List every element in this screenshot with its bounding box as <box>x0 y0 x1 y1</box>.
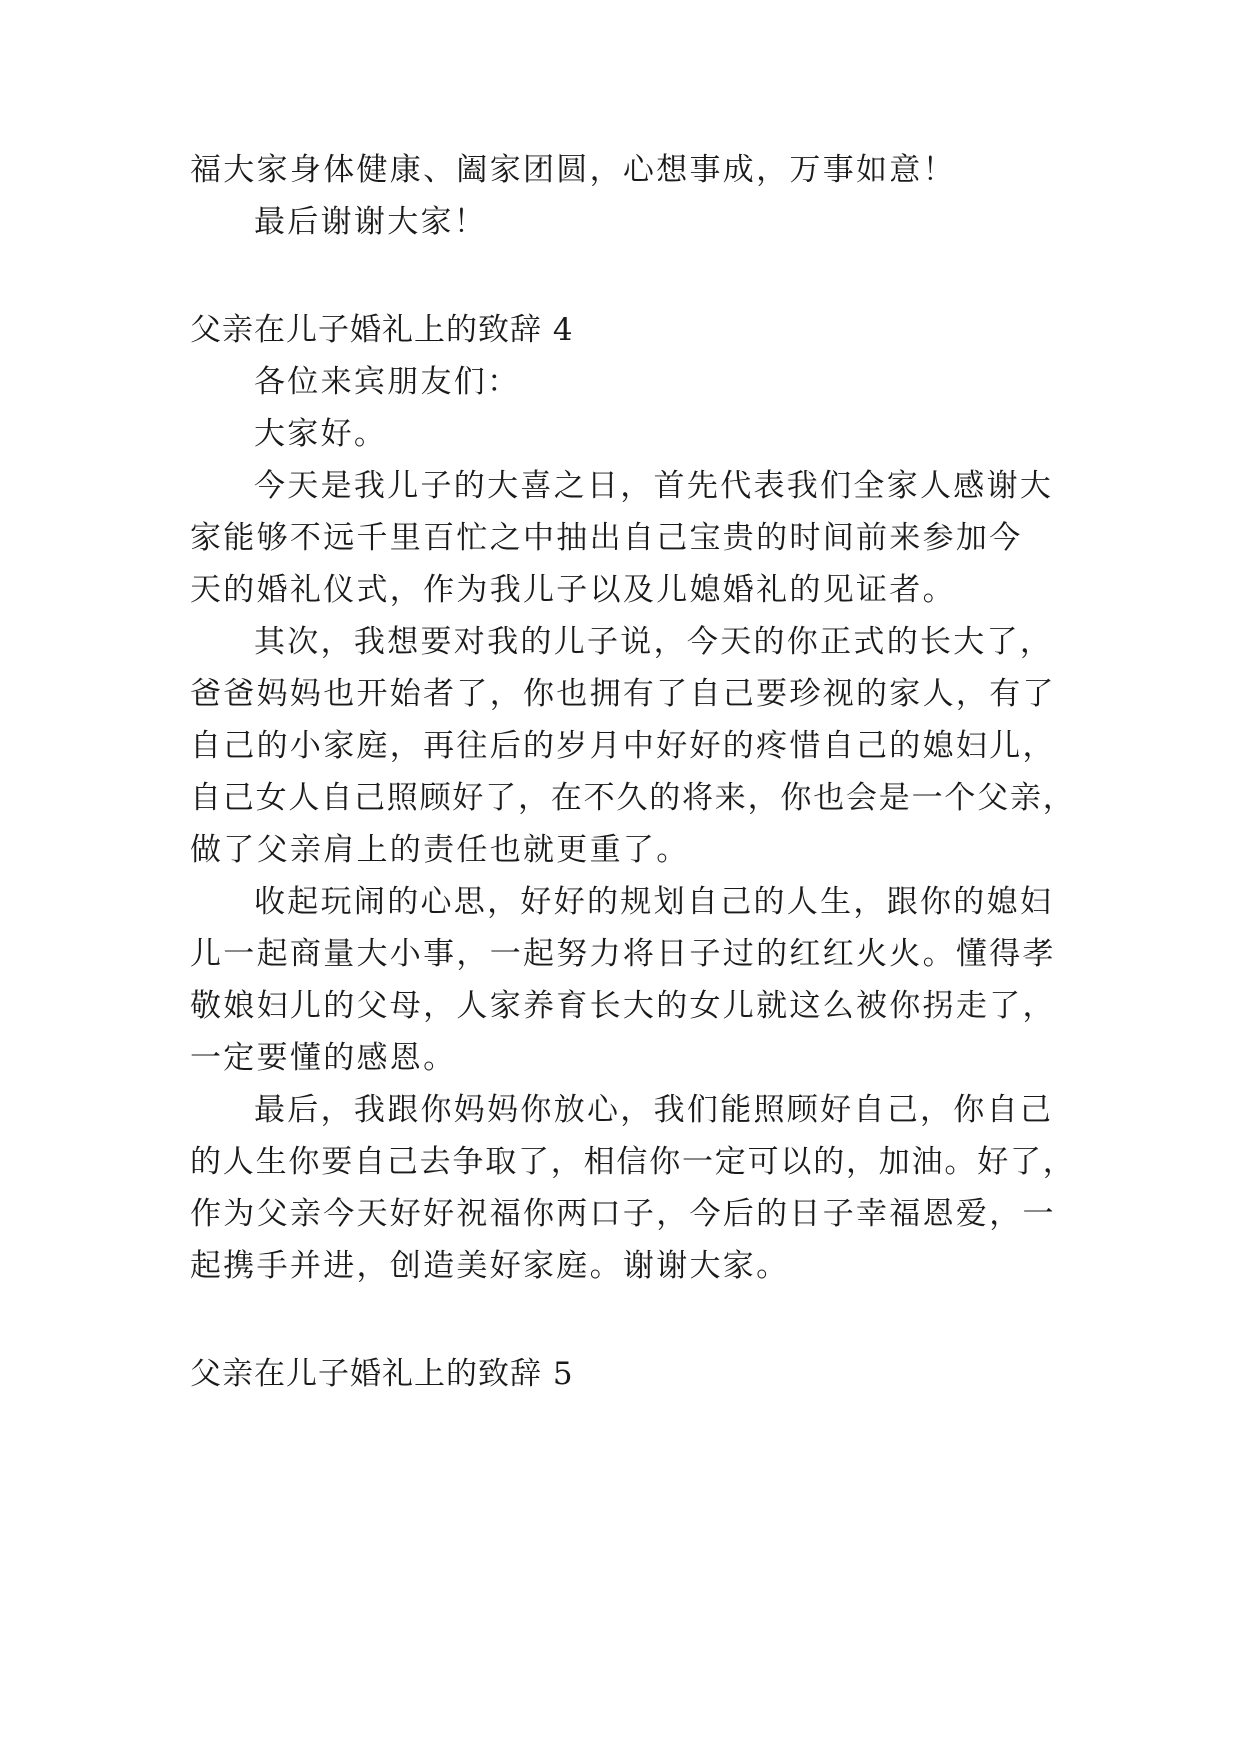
paragraph-line: 作为父亲今天好好祝福你两口子，今后的日子幸福恩爱，一 <box>190 1196 1056 1232</box>
paragraph-line: 爸爸妈妈也开始者了，你也拥有了自己要珍视的家人，有了 <box>190 676 1056 712</box>
paragraph-line: 自己的小家庭，再往后的岁月中好好的疼惜自己的媳妇儿， <box>190 728 1056 764</box>
paragraph-line: 做了父亲肩上的责任也就更重了。 <box>190 832 690 868</box>
section-heading-4: 父亲在儿子婚礼上的致辞 4 <box>190 312 574 348</box>
paragraph-line: 的人生你要自己去争取了，相信你一定可以的，加油。好了， <box>190 1144 1076 1180</box>
paragraph-line: 今天是我儿子的大喜之日，首先代表我们全家人感谢大 <box>254 468 1054 504</box>
paragraph-line: 起携手并进，创造美好家庭。谢谢大家。 <box>190 1248 790 1284</box>
paragraph-line: 家能够不远千里百忙之中抽出自己宝贵的时间前来参加今 <box>190 520 1023 556</box>
section-heading-5: 父亲在儿子婚礼上的致辞 5 <box>190 1356 574 1392</box>
paragraph-line: 福大家身体健康、阖家团圆，心想事成，万事如意！ <box>190 152 956 188</box>
paragraph-line: 自己女人自己照顾好了，在不久的将来，你也会是一个父亲， <box>190 780 1076 816</box>
paragraph-line: 收起玩闹的心思，好好的规划自己的人生，跟你的媳妇 <box>254 884 1054 920</box>
paragraph-line: 天的婚礼仪式，作为我儿子以及儿媳婚礼的见证者。 <box>190 572 956 608</box>
salutation: 各位来宾朋友们： <box>254 364 521 400</box>
greeting: 大家好。 <box>254 416 388 452</box>
paragraph-line: 其次，我想要对我的儿子说，今天的你正式的长大了， <box>254 624 1054 660</box>
paragraph-line: 最后，我跟你妈妈你放心，我们能照顾好自己，你自己 <box>254 1092 1054 1128</box>
paragraph-line: 一定要懂的感恩。 <box>190 1040 457 1076</box>
closing-thanks: 最后谢谢大家！ <box>254 204 488 240</box>
paragraph-line: 儿一起商量大小事，一起努力将日子过的红红火火。懂得孝 <box>190 936 1056 972</box>
paragraph-line: 敬娘妇儿的父母，人家养育长大的女儿就这么被你拐走了， <box>190 988 1056 1024</box>
